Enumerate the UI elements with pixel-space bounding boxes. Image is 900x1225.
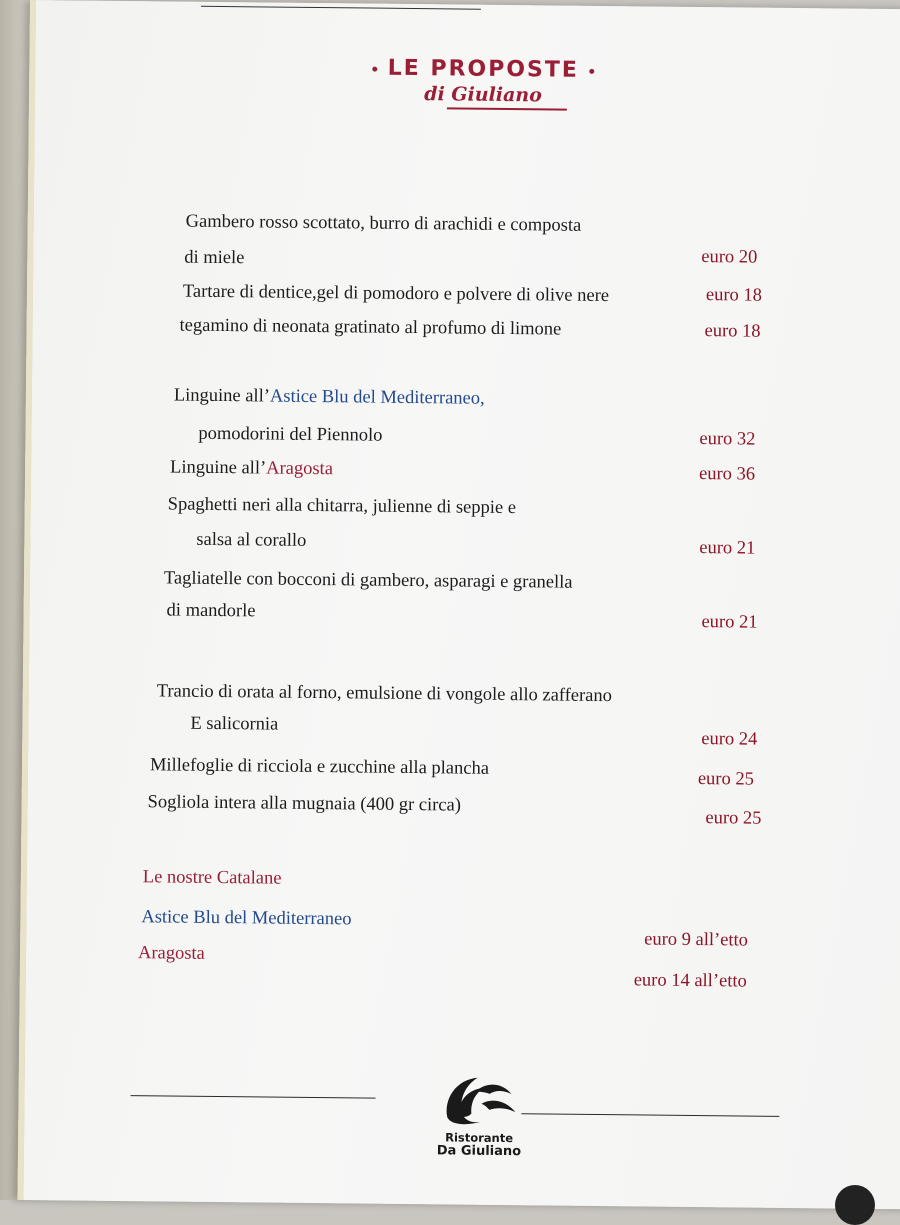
menu-title-text: LE PROPOSTE xyxy=(387,55,580,83)
price-tagliatelle: euro 21 xyxy=(701,612,758,633)
menu-item-millefoglie: Millefoglie di ricciola e zucchine alla plancha xyxy=(149,755,490,779)
price-linguine-astice: euro 32 xyxy=(699,429,756,450)
menu-item-spaghetti: Spaghetti neri alla chitarra, julienne di seppie e xyxy=(167,494,517,519)
catalane-item-aragosta: Aragosta xyxy=(137,943,205,964)
footer-line-right xyxy=(521,1113,779,1117)
menu-item-gambero: Gambero rosso scottato, burro di arachidi e composta xyxy=(185,211,582,236)
dolphin-wave-icon xyxy=(437,1069,522,1126)
price-catalane-aragosta: euro 14 all’etto xyxy=(633,970,747,992)
menu-item-linguine-astice xyxy=(174,386,485,410)
catalane-item-astice: Astice Blu del Mediterraneo xyxy=(141,907,352,930)
menu-item-gambero-line2: di miele xyxy=(184,247,245,269)
top-edge-line xyxy=(201,6,481,10)
footer-line-left xyxy=(131,1095,376,1099)
menu-item-spaghetti-line2: salsa al corallo xyxy=(196,529,307,551)
menu-subtitle: di Giuliano xyxy=(424,83,542,107)
menu-header xyxy=(35,52,900,114)
bullet-dot-icon xyxy=(589,68,594,73)
catalane-title: Le nostre Catalane xyxy=(142,867,282,889)
menu-item-tegamino: tegamino di neonata gratinato al profumo di limone xyxy=(179,315,562,340)
restaurant-logo xyxy=(429,1069,530,1159)
menu-item-trancio-line2: E salicornia xyxy=(190,713,279,735)
linguine-prefix: Linguine all’ xyxy=(173,385,271,407)
bullet-dot-icon xyxy=(373,66,378,71)
price-linguine-aragosta: euro 36 xyxy=(698,464,756,485)
astice-highlight: Astice Blu del Mediterraneo, xyxy=(269,386,485,409)
price-millefoglie: euro 25 xyxy=(697,769,754,790)
price-tegamino: euro 18 xyxy=(704,321,761,342)
menu-item-linguine-astice-line2: pomodorini del Piennolo xyxy=(198,423,383,446)
price-sogliola: euro 25 xyxy=(705,808,762,829)
aragosta-highlight: Aragosta xyxy=(266,458,334,480)
menu-page xyxy=(17,0,900,1209)
corner-dot xyxy=(835,1185,875,1225)
menu-item-trancio: Trancio di orata al forno, emulsione di vongole allo zafferano xyxy=(156,681,613,707)
menu-item-linguine-aragosta xyxy=(170,457,333,480)
menu-item-tartare: Tartare di dentice,gel di pomodoro e polvere di olive nere xyxy=(182,281,610,307)
linguine-prefix: Linguine all’ xyxy=(170,457,267,479)
menu-item-tagliatelle: Tagliatelle con bocconi di gambero, asparagi e granella xyxy=(163,568,573,593)
price-trancio: euro 24 xyxy=(701,729,758,750)
menu-item-tagliatelle-line2: di mandorle xyxy=(166,600,256,622)
menu-item-sogliola: Sogliola intera alla mugnaia (400 gr circa) xyxy=(147,792,462,816)
price-spaghetti: euro 21 xyxy=(699,538,756,559)
logo-line1: Ristorante xyxy=(445,1130,514,1146)
logo-line2: Da Giuliano xyxy=(436,1143,522,1160)
price-catalane-astice: euro 9 all’etto xyxy=(644,929,749,951)
price-tartare: euro 18 xyxy=(705,285,763,306)
subtitle-underline xyxy=(447,107,567,110)
price-gambero: euro 20 xyxy=(701,247,758,268)
